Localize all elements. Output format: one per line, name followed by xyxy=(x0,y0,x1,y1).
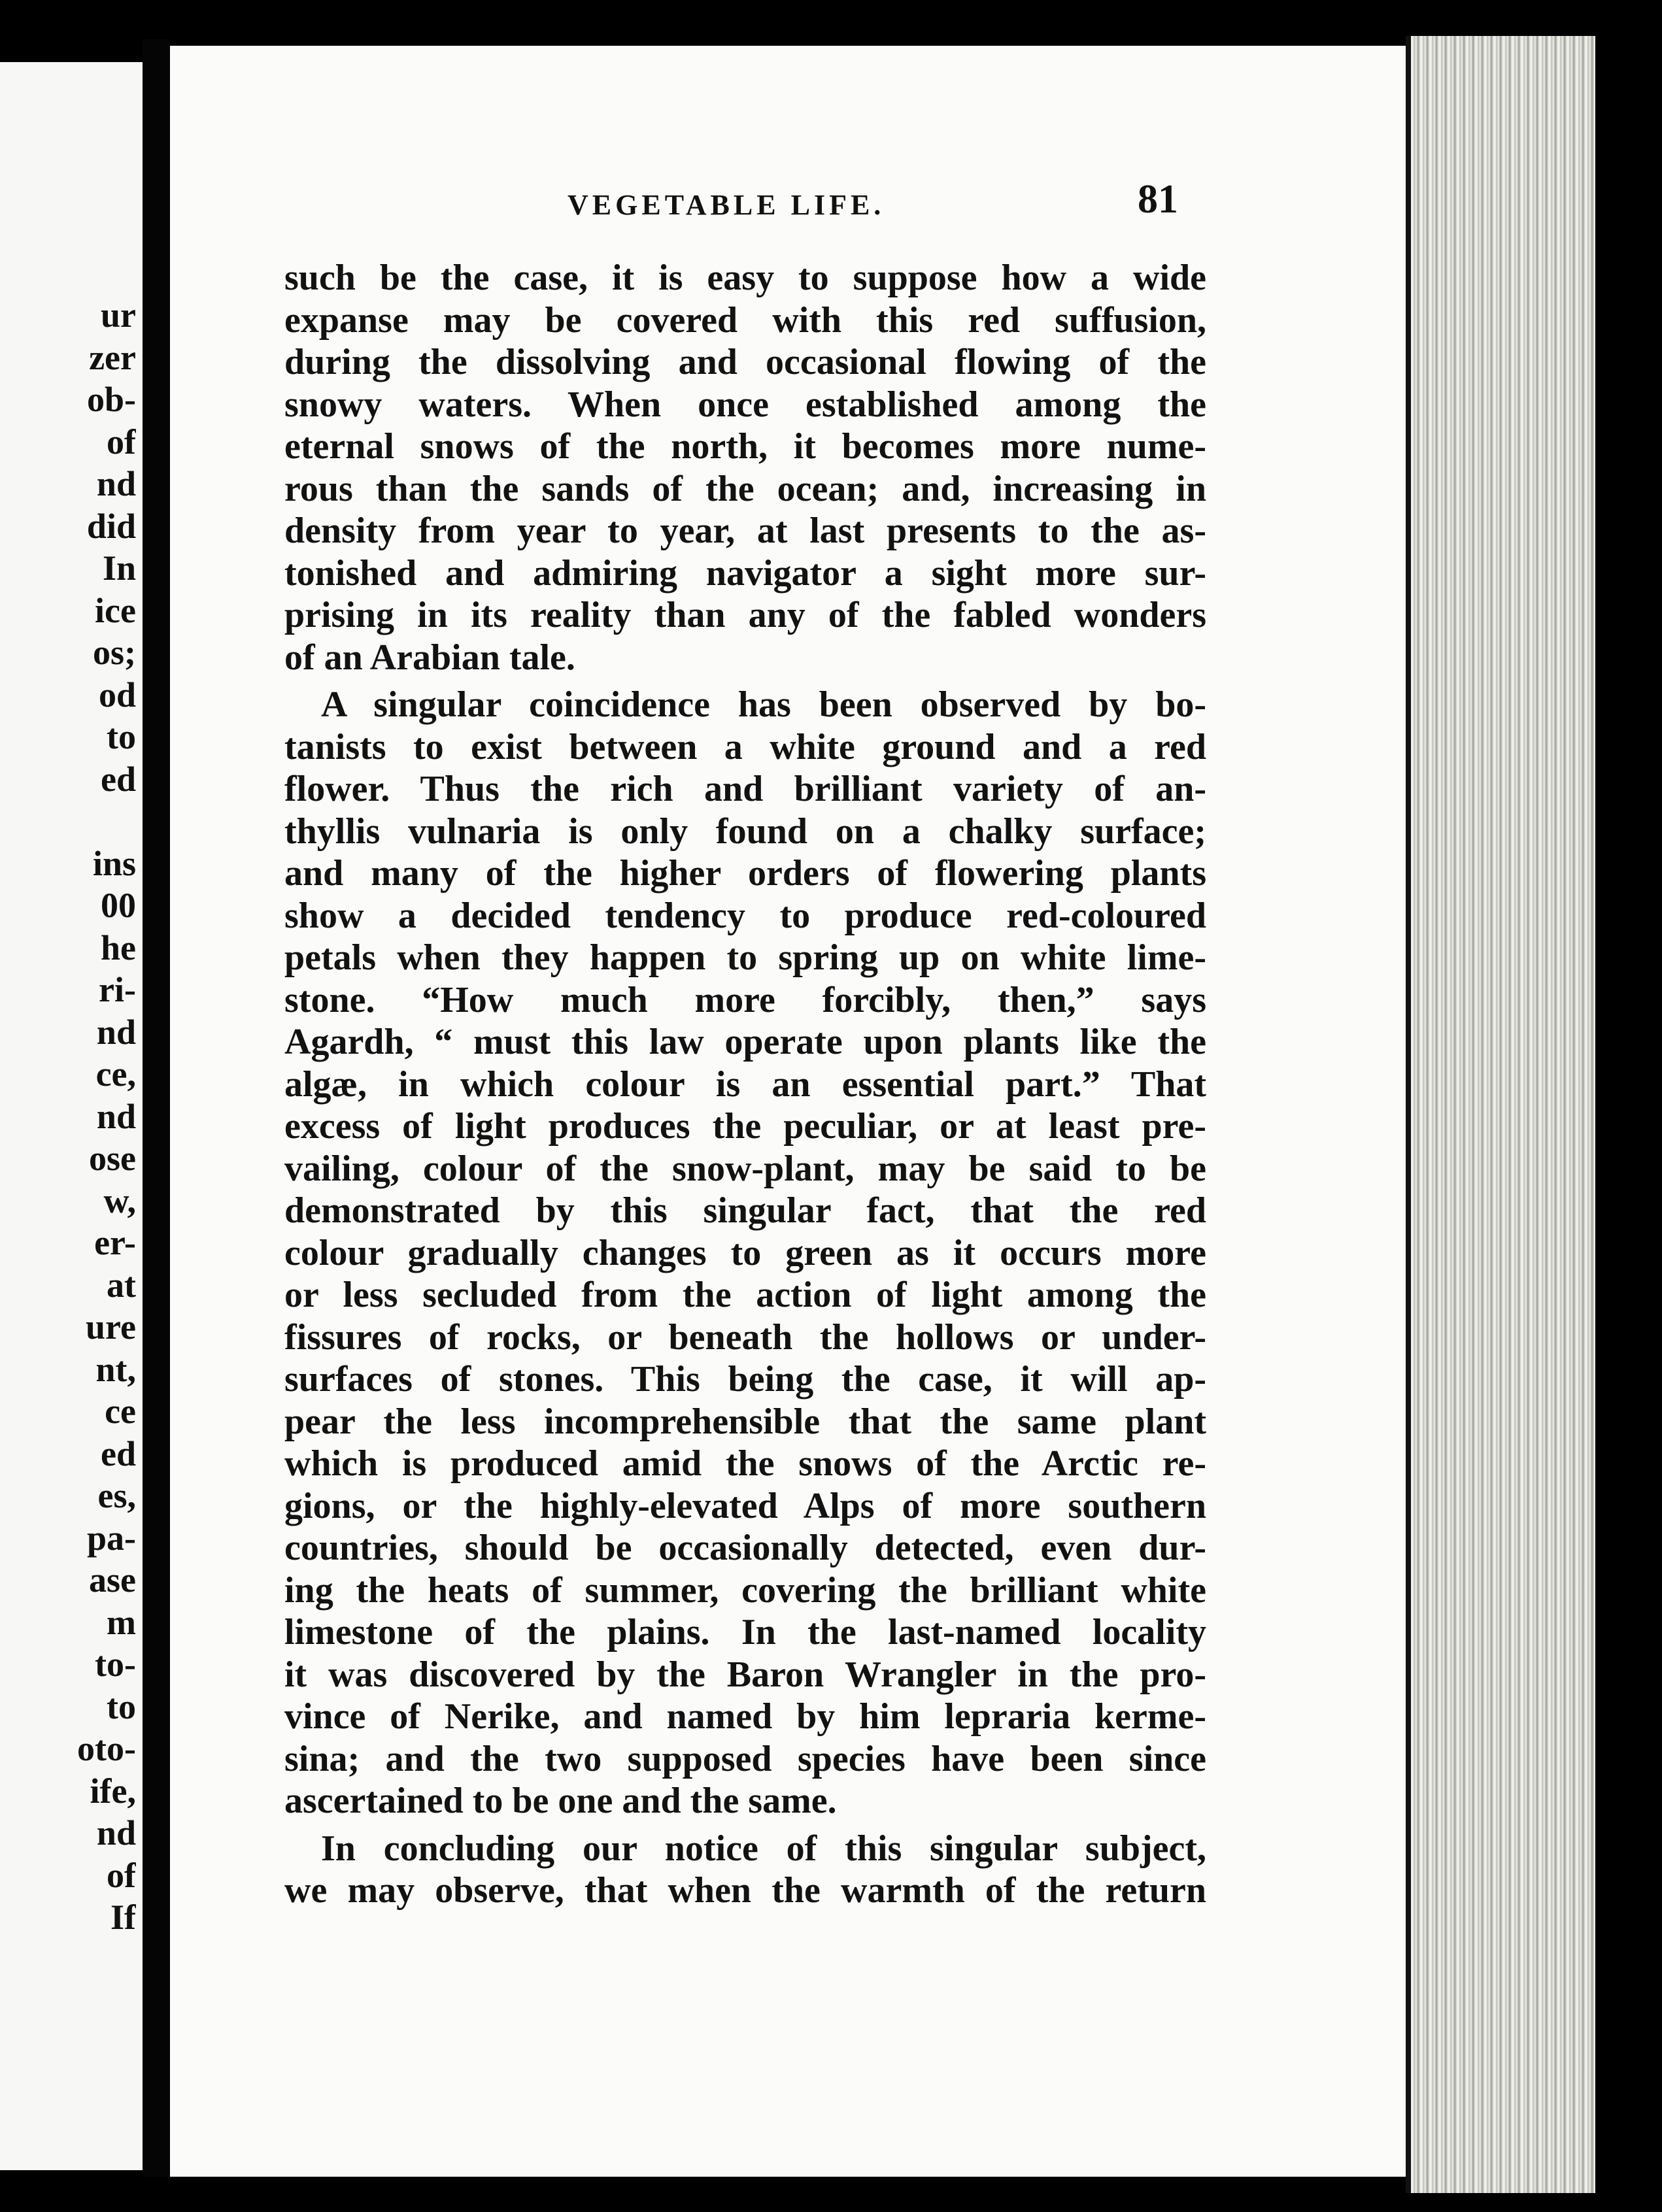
text-line: flower. Thus the rich and brilliant variety of an- xyxy=(284,769,1206,809)
left-fragment-line: to- xyxy=(95,1645,136,1684)
text-line: In concluding our notice of this singular subject, xyxy=(321,1828,1206,1869)
left-fragment-line: nd xyxy=(96,1096,136,1136)
text-line: eternal snows of the north, it becomes more nume- xyxy=(284,426,1206,467)
left-fragment-line: ri- xyxy=(99,970,136,1009)
left-fragment-line: nd xyxy=(96,464,136,503)
left-fragment-line: ur xyxy=(101,295,136,335)
left-fragment-line: zer xyxy=(89,337,136,377)
scan-border xyxy=(1595,36,1662,2212)
left-page-edge xyxy=(0,62,143,2170)
text-line: rous than the sands of the ocean; and, increasing in xyxy=(284,468,1206,509)
running-head: VEGETABLE LIFE. xyxy=(568,189,885,221)
text-line: colour gradually changes to green as it occurs more xyxy=(284,1232,1206,1273)
text-line: A singular coincidence has been observed by bo- xyxy=(321,684,1206,725)
text-line: vailing, colour of the snow-plant, may be said to be xyxy=(284,1148,1206,1189)
text-line: sina; and the two supposed species have been since xyxy=(284,1738,1206,1779)
left-fragment-line: nd xyxy=(96,1813,136,1852)
left-fragment-line: w, xyxy=(103,1181,136,1220)
text-line: tanists to exist between a white ground and a red xyxy=(284,726,1206,767)
left-fragment-line: ife, xyxy=(90,1771,136,1811)
left-fragment-line: ce, xyxy=(95,1054,136,1094)
left-fragment-line: ob- xyxy=(86,380,136,419)
text-line: during the dissolving and occasional flowing of the xyxy=(284,342,1206,382)
left-fragment-line: of xyxy=(107,422,136,461)
left-fragment-line: In xyxy=(102,548,136,588)
left-fragment-line: ase xyxy=(89,1560,136,1600)
left-fragment-line: ure xyxy=(86,1307,136,1347)
text-line: prising in its reality than any of the fabled wonders xyxy=(284,595,1206,635)
text-line: we may observe, that when the warmth of the return xyxy=(284,1870,1206,1911)
text-line: show a decided tendency to produce red-coloured xyxy=(284,895,1206,936)
text-line: stone. “How much more forcibly, then,” says xyxy=(284,979,1206,1020)
text-line: such be the case, it is easy to suppose how a wide xyxy=(284,258,1206,298)
left-fragment-line: nt, xyxy=(95,1349,136,1389)
book-fore-edge xyxy=(1406,36,1614,2193)
text-line: petals when they happen to spring up on white lime- xyxy=(284,937,1206,978)
left-fragment-line: oto- xyxy=(77,1729,136,1768)
text-line: or less secluded from the action of light among the xyxy=(284,1275,1206,1315)
left-fragment-line: ce xyxy=(105,1392,136,1431)
text-line: vince of Nerike, and named by him lepraria kerme- xyxy=(284,1696,1206,1737)
left-fragment-line: did xyxy=(86,506,136,546)
left-page-text-fragments xyxy=(0,294,136,1939)
text-line: limestone of the plains. In the last-named locality xyxy=(284,1612,1206,1652)
left-fragment-line: to xyxy=(107,717,136,756)
body-text xyxy=(284,257,1206,1912)
left-fragment-line: of xyxy=(107,1855,136,1895)
text-line: pear the less incomprehensible that the same plant xyxy=(284,1401,1206,1442)
left-fragment-line: 00 xyxy=(101,886,136,925)
text-line: thyllis vulnaria is only found on a chalky surface; xyxy=(284,811,1206,852)
left-fragment-line: to xyxy=(107,1686,136,1726)
text-line: algæ, in which colour is an essential part.” That xyxy=(284,1064,1206,1105)
page-number: 81 xyxy=(1138,177,1178,222)
text-line: Agardh, “ must this law operate upon plants like the xyxy=(284,1022,1206,1062)
left-fragment-line: ice xyxy=(95,590,136,630)
left-fragment-line xyxy=(0,800,136,843)
left-fragment-line: at xyxy=(107,1265,136,1305)
text-line: of an Arabian tale. xyxy=(284,637,575,678)
left-fragment-line: pa- xyxy=(86,1518,136,1558)
left-fragment-line: er- xyxy=(94,1223,136,1262)
text-line: it was discovered by the Baron Wrangler in the pro- xyxy=(284,1654,1206,1695)
left-fragment-line: es, xyxy=(97,1476,136,1515)
text-line: countries, should be occasionally detected, even dur- xyxy=(284,1528,1206,1568)
text-line: fissures of rocks, or beneath the hollows or under- xyxy=(284,1316,1206,1358)
text-line: gions, or the highly-elevated Alps of more southern xyxy=(284,1485,1206,1526)
text-line: snowy waters. When once established among the xyxy=(284,384,1206,425)
text-line: excess of light produces the peculiar, or at least pre- xyxy=(284,1106,1206,1147)
left-fragment-line: he xyxy=(101,928,136,967)
text-line: which is produced amid the snows of the Arctic re- xyxy=(284,1443,1206,1484)
left-fragment-line: ose xyxy=(89,1139,136,1178)
left-fragment-line: od xyxy=(98,675,136,714)
text-line: surfaces of stones. This being the case, it will ap- xyxy=(284,1359,1206,1399)
left-fragment-line: ed xyxy=(101,1433,136,1473)
text-line: tonished and admiring navigator a sight more sur- xyxy=(284,552,1206,594)
left-fragment-line: m xyxy=(107,1602,136,1642)
text-line: ascertained to be one and the same. xyxy=(284,1781,837,1821)
left-fragment-line: nd xyxy=(96,1012,136,1052)
left-fragment-line: os; xyxy=(93,633,136,672)
left-fragment-line: If xyxy=(110,1898,136,1937)
text-line: expanse may be covered with this red suffusion, xyxy=(284,299,1206,341)
left-fragment-line: ed xyxy=(101,759,136,799)
text-line: and many of the higher orders of flowering plants xyxy=(284,853,1206,894)
left-fragment-line: ins xyxy=(92,843,136,883)
text-line: demonstrated by this singular fact, that the red xyxy=(284,1190,1206,1231)
book-gutter xyxy=(143,39,170,2177)
text-line: ing the heats of summer, covering the brilliant white xyxy=(284,1569,1206,1611)
text-line: density from year to year, at last presents to the as- xyxy=(284,511,1206,551)
